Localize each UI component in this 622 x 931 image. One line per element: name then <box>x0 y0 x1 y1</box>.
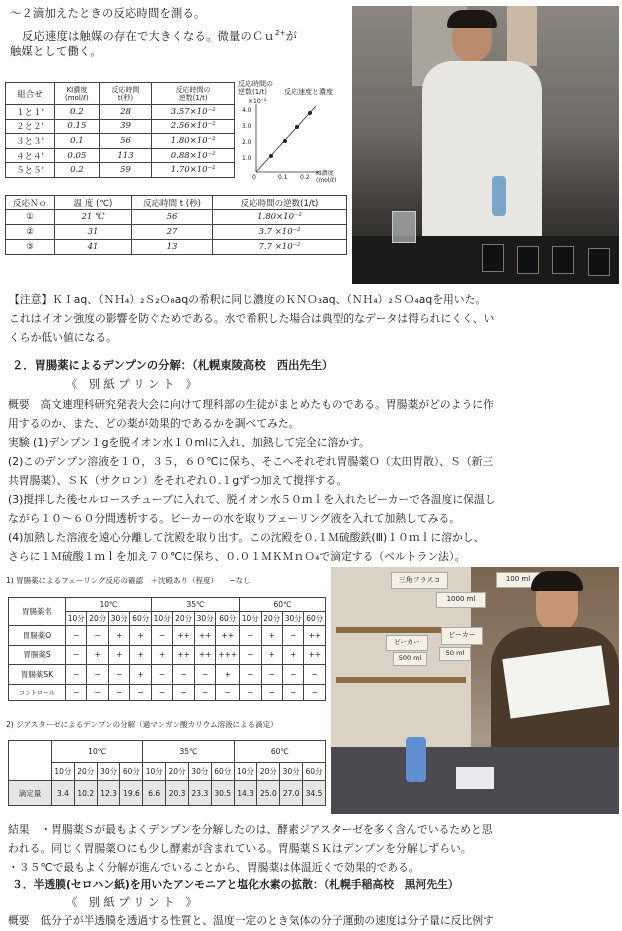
t3-min: 60分 <box>216 612 240 626</box>
graph-title: 反応速度と濃度 <box>284 88 333 96</box>
t3-cell: + <box>130 665 151 685</box>
t4-min: 10分 <box>234 763 257 781</box>
t3-min: 60分 <box>130 612 151 626</box>
table-row <box>9 665 326 685</box>
t4-cell: 3.4 <box>52 781 75 806</box>
s2-line: (4)加熱した溶液を遠心分離して沈殿を取り出す。この沈殿を０.１Ｍ硫酸鉄(Ⅲ)１０ｍｌに溶かし、 <box>8 531 485 544</box>
s2-line: さらに１Ｍ硫酸１ｍｌを加え７０℃に保ち、０.０１ＭＫＭｎＯ₄で滴定する（ベルトラン法）。 <box>8 550 466 563</box>
t4-min: 30分 <box>97 763 120 781</box>
t1-cell: ２と２' <box>6 119 55 134</box>
t3-cell: − <box>216 684 240 700</box>
graph-point <box>269 154 273 158</box>
top-line-2 <box>22 25 297 45</box>
t4-min: 10分 <box>52 763 75 781</box>
top-line-1: 〜２滴加えたときの反応時間を測る。 <box>10 7 206 20</box>
t1-h1: KI濃度 (mol/ℓ) <box>55 83 100 105</box>
t4-rowlabel: 滴定量 <box>9 781 52 806</box>
fehling-table <box>8 597 326 701</box>
t3-cell: − <box>108 684 129 700</box>
graph-point <box>308 111 312 115</box>
t2-cell: 7.7 ×10⁻² <box>213 240 347 255</box>
t4-min: 30分 <box>280 763 303 781</box>
t4-min: 60分 <box>303 763 326 781</box>
t2-h3: 反応時間の逆数(1/t) <box>213 196 347 210</box>
table-row <box>6 240 347 255</box>
caution-line-1: 【注意】ＫＩaq、（ＮＨ₄）₂Ｓ₂Ｏ₈aqの希釈に同じ濃度のＫＮＯ₃aq、（ＮＨ₄）₂ＳＯ₄aqを用いた。 <box>9 293 487 306</box>
t3-name: 胃腸薬O <box>9 626 66 646</box>
t3-min: 20分 <box>173 612 194 626</box>
t1-cell: 3.57×10⁻² <box>152 105 235 120</box>
t4-cell: 14.3 <box>234 781 257 806</box>
caution-line-3: くらか低い値になる。 <box>9 331 117 344</box>
table3-caption: 1) 胃腸薬によるフェーリング反応の確認 ＋沈殿あり（程度） −なし <box>6 576 251 585</box>
t3-min: 20分 <box>87 612 108 626</box>
t1-cell: 2.56×10⁻² <box>152 119 235 134</box>
label-beaker-2: ビーカー <box>386 635 428 651</box>
section2-print: 《 別 紙 プ リ ン ト 》 <box>66 378 197 391</box>
t3-cell: − <box>87 684 108 700</box>
graph-ytick: 3.0 <box>242 123 252 130</box>
table-row <box>6 134 235 149</box>
top-line-3: 触媒として働く。 <box>10 45 102 58</box>
table-row <box>9 626 326 646</box>
cu-charge: 2+ <box>274 29 286 37</box>
graph-ylabel: 反応時間の 逆数(1/t) <box>238 80 273 96</box>
temperature-table <box>5 195 347 255</box>
t4-min: 10分 <box>143 763 166 781</box>
graph-ytick: 2.0 <box>242 139 252 146</box>
photo-teacher-lab-shelf <box>331 567 619 814</box>
table-row <box>6 119 235 134</box>
t3-cell: − <box>194 684 215 700</box>
t1-h3: 反応時間の 逆数(1/t) <box>152 83 235 105</box>
t4-cell: 10.2 <box>74 781 97 806</box>
t3-cell: − <box>108 665 129 685</box>
t1-cell: 0.05 <box>55 148 100 163</box>
t3-min: 30分 <box>108 612 129 626</box>
t1-cell: ４と４' <box>6 148 55 163</box>
s2-line: 共胃腸薬）、ＳＫ（サクロン）をそれぞれ０.１gずつ加えて撹拌する。 <box>8 474 348 487</box>
t3-cell: + <box>261 645 282 665</box>
t3-temp: 60℃ <box>240 598 326 612</box>
label-100ml: 100 ml <box>496 572 540 588</box>
table-row <box>9 645 326 665</box>
t4-cell: 34.5 <box>303 781 326 806</box>
section3-heading: ３．半透膜(セロハン紙)を用いたアンモニアと塩化水素の拡散：（札幌手稲高校 黒河先生） <box>12 878 459 891</box>
t1-h0: 組合せ <box>6 83 55 105</box>
t3-cell: ++ <box>194 626 215 646</box>
t3-min: 10分 <box>151 612 172 626</box>
t4-cell: 12.3 <box>97 781 120 806</box>
t3-cell: + <box>108 645 129 665</box>
table-row <box>9 781 326 806</box>
t3-cell: ++ <box>216 626 240 646</box>
t2-cell: 3.7 ×10⁻² <box>213 225 347 240</box>
t3-cell: ++ <box>304 626 326 646</box>
table-row <box>6 163 235 178</box>
s2-line: 用するのか、また、どの薬が効果的であるかを調べてみた。 <box>8 417 300 430</box>
t3-min: 10分 <box>66 612 87 626</box>
caution-line-2: これはイオン強度の影響を防ぐためである。水で希釈した場合は典型的なデータは得られにくく、い <box>9 312 495 325</box>
t3-cell: − <box>304 665 326 685</box>
t4-cell: 19.6 <box>120 781 143 806</box>
section3-line: 概要 低分子が半透膜を透過する性質と、温度一定のとき気体の分子運動の速度は分子量に反比例す <box>8 914 494 927</box>
t3-cell: − <box>151 626 172 646</box>
t1-cell: 0.1 <box>55 134 100 149</box>
t3-cell: − <box>283 665 304 685</box>
result-line: ・３５℃で最もよく分解が進んでいることから、胃腸薬は体温近くで効果的である。 <box>8 861 420 874</box>
t3-name: 胃腸薬S <box>9 645 66 665</box>
s2-line: 実験 (1)デンプン１gを脱イオン水１０mlに入れ、加熱して完全に溶かす。 <box>8 436 370 449</box>
t4-temp: 10℃ <box>52 741 143 763</box>
t3-cell: + <box>216 665 240 685</box>
t2-cell: 13 <box>132 240 213 255</box>
t4-cell: 25.0 <box>257 781 280 806</box>
t1-cell: ３と３' <box>6 134 55 149</box>
t2-h0: 反応Ｎｏ <box>6 196 55 210</box>
graph-ytick: 4.0 <box>242 107 252 114</box>
t1-cell: 0.2 <box>55 105 100 120</box>
t3-temp: 35℃ <box>151 598 239 612</box>
t3-cell: − <box>194 665 215 685</box>
t3-cell: − <box>151 684 172 700</box>
t3-cell: − <box>261 684 282 700</box>
t4-cell: 20.3 <box>166 781 189 806</box>
t4-min: 60分 <box>120 763 143 781</box>
t3-cell: + <box>130 626 151 646</box>
label-1000ml: 1000 ml <box>436 592 486 608</box>
section3-print: 《 別 紙 プ リ ン ト 》 <box>66 896 197 909</box>
t2-cell: ③ <box>6 240 55 255</box>
t3-cell: − <box>283 684 304 700</box>
t1-cell: 0.88×10⁻² <box>152 148 235 163</box>
graph-ytick: 1.0 <box>242 155 252 162</box>
graph-point <box>283 139 287 143</box>
graph-xlabel: KI濃度 (mol/ℓ) <box>316 170 337 184</box>
t1-cell: 0.2 <box>55 163 100 178</box>
t1-cell: 1.70×10⁻² <box>152 163 235 178</box>
section2-heading: ２．胃腸薬によるデンプンの分解：（札幌東陵高校 西出先生） <box>12 359 334 372</box>
t1-cell: 56 <box>99 134 151 149</box>
graph-yunit: ×10⁻² <box>248 98 267 105</box>
t3-label: 胃腸薬名 <box>9 598 66 626</box>
t3-cell: − <box>173 665 194 685</box>
t4-min: 20分 <box>166 763 189 781</box>
t1-cell: 28 <box>99 105 151 120</box>
t2-cell: 31 <box>55 225 132 240</box>
t3-min: 10分 <box>240 612 261 626</box>
top-line-2-text: 反応速度は触媒の存在で大きくなる。微量のＣｕ <box>22 29 275 43</box>
t4-min: 20分 <box>74 763 97 781</box>
t3-cell: +++ <box>216 645 240 665</box>
t1-cell: 59 <box>99 163 151 178</box>
graph-xtick: 0.2 <box>300 174 310 181</box>
t4-cell: 23.3 <box>188 781 211 806</box>
t1-cell: 1.80×10⁻² <box>152 134 235 149</box>
t3-cell: − <box>87 665 108 685</box>
t3-name: 胃腸薬SK <box>9 665 66 685</box>
t3-cell: ++ <box>304 645 326 665</box>
rate-concentration-graph <box>238 80 350 186</box>
diastase-table <box>8 740 326 806</box>
t4-min: 20分 <box>257 763 280 781</box>
t4-cell: 6.6 <box>143 781 166 806</box>
t4-temp: 60℃ <box>234 741 325 763</box>
t3-cell: − <box>283 626 304 646</box>
t4-min: 30分 <box>188 763 211 781</box>
graph-point <box>295 125 299 129</box>
result-line: われる。同じく胃腸薬Ｏにも少し酵素が含まれている。胃腸薬ＳＫはデンプンを分解しずらい。 <box>8 842 472 855</box>
graph-xtick: 0.1 <box>278 174 288 181</box>
t1-cell: ５と５' <box>6 163 55 178</box>
s2-line: (3)撹拌した後セルロースチューブに入れて、脱イオン水５０ｍｌを入れたビーカーで各温度に保温し <box>8 493 496 506</box>
t3-cell: ++ <box>173 645 194 665</box>
t3-cell: − <box>240 684 261 700</box>
t4-cell: 30.5 <box>211 781 234 806</box>
label-500ml: 500 ml <box>393 652 427 666</box>
t3-cell: + <box>283 645 304 665</box>
t2-cell: 27 <box>132 225 213 240</box>
s2-line: ながら１０〜６０分間透析する。ビーカーの水を取りフェーリング液を入れて加熱してみる。 <box>8 512 461 525</box>
t3-cell: − <box>66 684 87 700</box>
t3-cell: − <box>240 665 261 685</box>
label-50ml: 50 ml <box>439 647 471 661</box>
t3-cell: ++ <box>173 626 194 646</box>
table-row <box>9 684 326 700</box>
t1-cell: 39 <box>99 119 151 134</box>
t3-name: コントロール <box>9 684 66 700</box>
t3-min: 30分 <box>283 612 304 626</box>
label-flask: 三角フラスコ <box>391 572 448 589</box>
t1-cell: 0.15 <box>55 119 100 134</box>
t3-min: 60分 <box>304 612 326 626</box>
t2-h1: 温 度 (℃) <box>55 196 132 210</box>
t3-cell: − <box>173 684 194 700</box>
t2-cell: 1.80×10⁻² <box>213 210 347 225</box>
label-beaker: ビーカー <box>441 627 483 645</box>
t4-blank <box>9 741 52 781</box>
t3-cell: + <box>108 626 129 646</box>
t3-cell: − <box>151 665 172 685</box>
s2-line: (2)このデンプン溶液を１０，３５，６０℃に保ち、そこへそれぞれ胃腸薬Ｏ（太田胃散）、Ｓ（新三 <box>8 455 494 468</box>
t3-cell: ++ <box>194 645 215 665</box>
ki-concentration-table <box>5 82 235 178</box>
t3-cell: − <box>130 684 151 700</box>
t1-cell: 113 <box>99 148 151 163</box>
t3-cell: − <box>304 684 326 700</box>
t1-cell: １と１' <box>6 105 55 120</box>
t3-cell: + <box>261 626 282 646</box>
table-row <box>6 225 347 240</box>
table-row <box>6 105 235 120</box>
t2-cell: 21 ℃ <box>55 210 132 225</box>
t3-cell: + <box>151 645 172 665</box>
t2-cell: ① <box>6 210 55 225</box>
t3-cell: − <box>240 626 261 646</box>
t4-temp: 35℃ <box>143 741 234 763</box>
t2-h2: 反応時間 t (秒) <box>132 196 213 210</box>
t1-h2: 反応時間 t(秒) <box>99 83 151 105</box>
s2-line: 概要 高文連理科研究発表大会に向けて理科部の生徒がまとめたものである。胃腸薬がどのように作 <box>8 398 494 411</box>
result-line: 結果 ・胃腸薬Ｓが最もよくデンプンを分解したのは、酵素ジアスターゼを多く含んでいるためと思 <box>8 823 493 836</box>
table-row <box>6 148 235 163</box>
t3-cell: + <box>130 645 151 665</box>
t3-cell: + <box>87 645 108 665</box>
table-row <box>6 210 347 225</box>
t3-cell: − <box>66 626 87 646</box>
t2-cell: ② <box>6 225 55 240</box>
t4-cell: 27.0 <box>280 781 303 806</box>
t3-min: 30分 <box>194 612 215 626</box>
table4-caption: 2) ジアスターゼによるデンプンの分解（過マンガン酸カリウム溶液による滴定） <box>6 720 278 729</box>
t3-cell: − <box>240 645 261 665</box>
photo-teacher-experiment <box>352 6 619 284</box>
graph-xtick: 0 <box>252 174 256 181</box>
t3-cell: − <box>66 665 87 685</box>
t3-cell: − <box>66 645 87 665</box>
t3-min: 20分 <box>261 612 282 626</box>
top-line-2-tail: が <box>285 29 298 43</box>
t2-cell: 56 <box>132 210 213 225</box>
t2-cell: 41 <box>55 240 132 255</box>
t3-cell: − <box>261 665 282 685</box>
t4-min: 60分 <box>211 763 234 781</box>
t3-temp: 10℃ <box>66 598 152 612</box>
t3-cell: − <box>87 626 108 646</box>
